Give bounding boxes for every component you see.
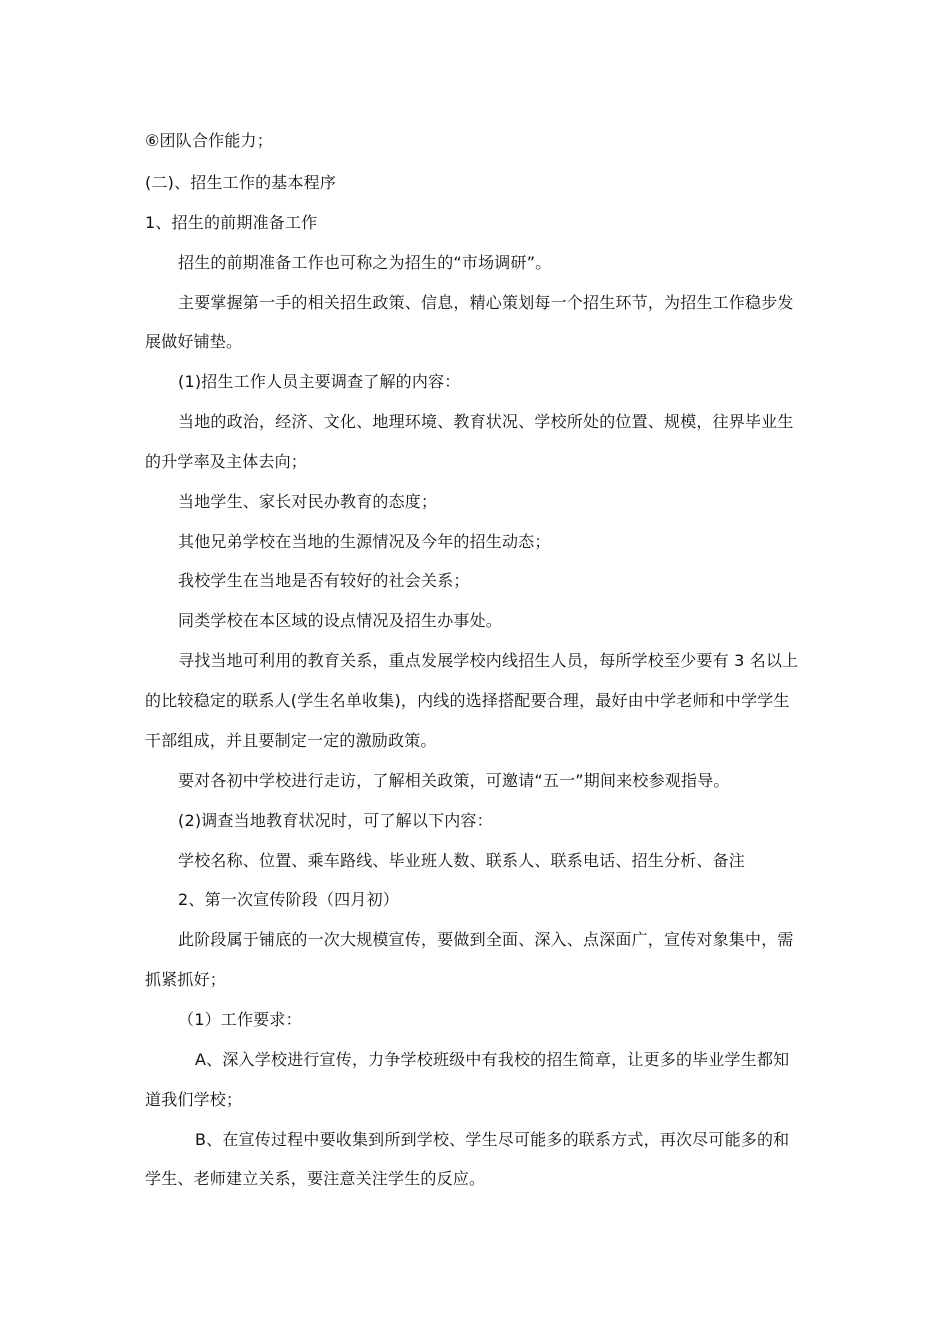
- paragraph-line: 寻找当地可利用的教育关系，重点发展学校内线招生人员，每所学校至少要有 3 名以上: [178, 651, 799, 670]
- paragraph-line: 招生的前期准备工作也可称之为招生的“市场调研”。: [178, 253, 552, 272]
- paragraph-line: 学校名称、位置、乘车路线、毕业班人数、联系人、联系电话、招生分析、备注: [178, 851, 746, 870]
- paragraph-line: 的升学率及主体去向；: [145, 452, 308, 471]
- paragraph-line: 当地的政治，经济、文化、地理环境、教育状况、学校所处的位置、规模，往界毕业生: [178, 412, 794, 431]
- paragraph-line: 抓紧抓好；: [145, 970, 227, 989]
- list-item-continuation: 学生、老师建立关系，要注意关注学生的反应。: [145, 1169, 486, 1188]
- section-heading: (二)、招生工作的基本程序: [145, 173, 337, 192]
- paragraph-line: 干部组成，并且要制定一定的激励政策。: [145, 731, 437, 750]
- list-heading: (1)招生工作人员主要调查了解的内容：: [178, 372, 461, 391]
- paragraph-line: 同类学校在本区域的设点情况及招生办事处。: [178, 611, 503, 630]
- paragraph-line: 要对各初中学校进行走访，了解相关政策，可邀请“五一”期间来校参观指导。: [178, 771, 730, 790]
- list-item-teamwork: ⑥团队合作能力；: [145, 131, 273, 150]
- paragraph-line: 展做好铺垫。: [145, 332, 243, 351]
- list-item-continuation: 道我们学校；: [145, 1090, 243, 1109]
- paragraph-line: 的比较稳定的联系人(学生名单收集)，内线的选择搭配要合理，最好由中学老师和中学学生: [145, 691, 790, 710]
- list-item: A、深入学校进行宣传，力争学校班级中有我校的招生简章，让更多的毕业学生都知: [195, 1050, 790, 1069]
- subsection-heading: 2、第一次宣传阶段（四月初）: [178, 890, 399, 909]
- paragraph-line: 其他兄弟学校在当地的生源情况及今年的招生动态；: [178, 532, 551, 551]
- paragraph-line: 当地学生、家长对民办教育的态度；: [178, 492, 438, 511]
- list-heading: (2)调查当地教育状况时，可了解以下内容：: [178, 811, 493, 830]
- list-item: B、在宣传过程中要收集到所到学校、学生尽可能多的联系方式，再次尽可能多的和: [195, 1130, 790, 1149]
- paragraph-line: 此阶段属于铺底的一次大规模宣传，要做到全面、深入、点深面广，宣传对象集中，需: [178, 930, 794, 949]
- list-heading: （1）工作要求：: [178, 1010, 302, 1029]
- paragraph-line: 我校学生在当地是否有较好的社会关系；: [178, 571, 470, 590]
- paragraph-line: 主要掌握第一手的相关招生政策、信息，精心策划每一个招生环节，为招生工作稳步发: [178, 293, 794, 312]
- subsection-heading: 1、招生的前期准备工作: [145, 213, 318, 232]
